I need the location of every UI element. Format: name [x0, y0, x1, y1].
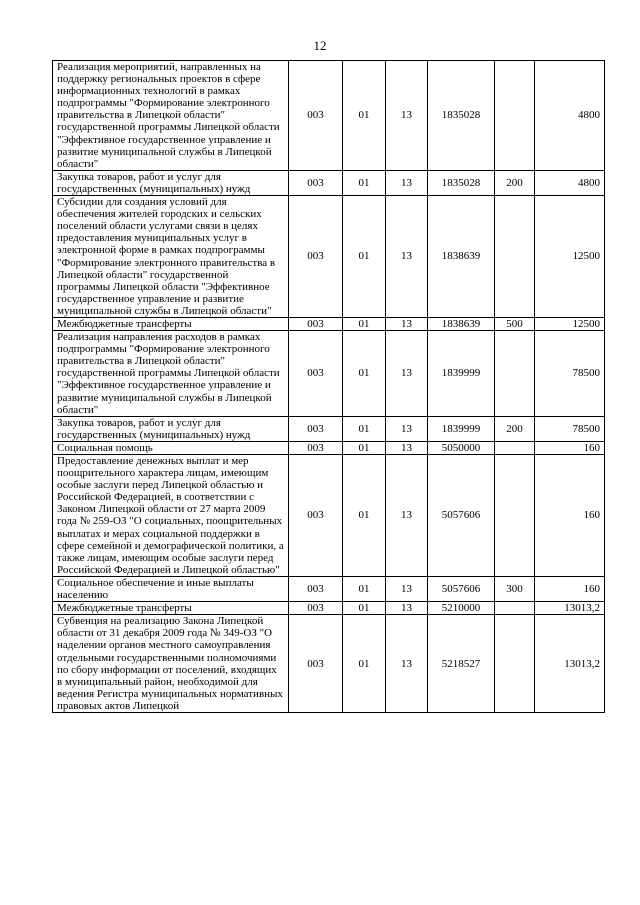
expense-type-code: 500 [495, 317, 535, 330]
section-code: 01 [343, 170, 386, 195]
section-code: 01 [343, 61, 386, 171]
subsection-code: 13 [386, 455, 428, 577]
section-code: 01 [343, 576, 386, 601]
section-code: 01 [343, 317, 386, 330]
section-code: 01 [343, 196, 386, 318]
page-number: 12 [313, 38, 327, 53]
section-code: 01 [343, 416, 386, 441]
table-row [53, 317, 605, 330]
target-article-code: 5050000 [428, 441, 495, 454]
table-row [53, 416, 605, 441]
expense-type-code: 300 [495, 576, 535, 601]
item-name: Межбюджетные трансферты [53, 317, 289, 330]
item-name: Субвенция на реализацию Закона Липецкой области от 31 декабря 2009 года № 349-ОЗ "О наделении органов местного самоуправления отдельными государственными полномочиями по сбору информации от поселений, входящих в муниципальный район, необходимой для ведения Регистра муниципальных нормативных правовых актов Липецкой [53, 615, 289, 713]
subsection-code: 13 [386, 416, 428, 441]
table-row [53, 576, 605, 601]
amount: 160 [535, 441, 605, 454]
ministry-code: 003 [289, 170, 343, 195]
amount: 78500 [535, 416, 605, 441]
section-code: 01 [343, 455, 386, 577]
item-name: Социальная помощь [53, 441, 289, 454]
amount: 4800 [535, 61, 605, 171]
expense-type-code [495, 441, 535, 454]
table-row [53, 331, 605, 417]
section-code: 01 [343, 615, 386, 713]
subsection-code: 13 [386, 331, 428, 417]
expense-type-code [495, 455, 535, 577]
ministry-code: 003 [289, 196, 343, 318]
section-code: 01 [343, 441, 386, 454]
subsection-code: 13 [386, 317, 428, 330]
subsection-code: 13 [386, 196, 428, 318]
target-article-code: 5057606 [428, 576, 495, 601]
subsection-code: 13 [386, 602, 428, 615]
expense-type-code [495, 196, 535, 318]
target-article-code: 5218527 [428, 615, 495, 713]
table-row [53, 441, 605, 454]
item-name: Реализация направления расходов в рамках подпрограммы "Формирование электронного правительства в Липецкой области" государственной программы Липецкой области "Эффективное государственное управление и развитие муниципальной службы в Липецкой области" [53, 331, 289, 417]
expense-type-code [495, 331, 535, 417]
ministry-code: 003 [289, 416, 343, 441]
amount: 160 [535, 455, 605, 577]
ministry-code: 003 [289, 455, 343, 577]
target-article-code: 5057606 [428, 455, 495, 577]
target-article-code: 1838639 [428, 196, 495, 318]
ministry-code: 003 [289, 576, 343, 601]
item-name: Социальное обеспечение и иные выплаты населению [53, 576, 289, 601]
target-article-code: 1839999 [428, 331, 495, 417]
ministry-code: 003 [289, 615, 343, 713]
table-row [53, 170, 605, 195]
amount: 12500 [535, 317, 605, 330]
expense-type-code: 200 [495, 416, 535, 441]
item-name: Реализация мероприятий, направленных на поддержку региональных проектов в сфере информационных технологий в рамках подпрограммы "Формирование электронного правительства в Липецкой области" государственной программы Липецкой области "Эффективное государственное управление и развитие муниципальной службы в Липецкой области" [53, 61, 289, 171]
table-row [53, 455, 605, 577]
item-name: Закупка товаров, работ и услуг для государственных (муниципальных) нужд [53, 170, 289, 195]
subsection-code: 13 [386, 61, 428, 171]
subsection-code: 13 [386, 576, 428, 601]
subsection-code: 13 [386, 441, 428, 454]
amount: 13013,2 [535, 602, 605, 615]
budget-table [52, 60, 605, 713]
item-name: Межбюджетные трансферты [53, 602, 289, 615]
table-row [53, 61, 605, 171]
table-row [53, 196, 605, 318]
amount: 13013,2 [535, 615, 605, 713]
amount: 160 [535, 576, 605, 601]
ministry-code: 003 [289, 441, 343, 454]
expense-type-code [495, 61, 535, 171]
subsection-code: 13 [386, 615, 428, 713]
amount: 78500 [535, 331, 605, 417]
item-name: Субсидии для создания условий для обеспечения жителей городских и сельских поселений области услугами связи в целях предоставления муниципальных услуг в электронной форме в рамках подпрограммы "Формирование электронного правительства в Липецкой области" государственной программы Липецкой области "Эффективное государственное управление и развитие муниципальной службы в Липецкой области" [53, 196, 289, 318]
target-article-code: 1839999 [428, 416, 495, 441]
section-code: 01 [343, 602, 386, 615]
table-row [53, 615, 605, 713]
amount: 4800 [535, 170, 605, 195]
target-article-code: 1835028 [428, 170, 495, 195]
ministry-code: 003 [289, 61, 343, 171]
section-code: 01 [343, 331, 386, 417]
table-row [53, 602, 605, 615]
expense-type-code [495, 602, 535, 615]
ministry-code: 003 [289, 602, 343, 615]
item-name: Предоставление денежных выплат и мер поощрительного характера лицам, имеющим особые заслуги перед Липецкой областью и Российской Федерацией, в соответствии с Законом Липецкой области от 27 марта 2009 года № 259-ОЗ "О социальных, поощрительных выплатах и мерах социальной поддержки в сфере семейной и демографической политики, а также лицам, имеющим особые заслуги перед Российской Федерацией и Липецкой областью" [53, 455, 289, 577]
expense-type-code [495, 615, 535, 713]
target-article-code: 5210000 [428, 602, 495, 615]
subsection-code: 13 [386, 170, 428, 195]
ministry-code: 003 [289, 317, 343, 330]
item-name: Закупка товаров, работ и услуг для государственных (муниципальных) нужд [53, 416, 289, 441]
target-article-code: 1835028 [428, 61, 495, 171]
amount: 12500 [535, 196, 605, 318]
target-article-code: 1838639 [428, 317, 495, 330]
expense-type-code: 200 [495, 170, 535, 195]
ministry-code: 003 [289, 331, 343, 417]
